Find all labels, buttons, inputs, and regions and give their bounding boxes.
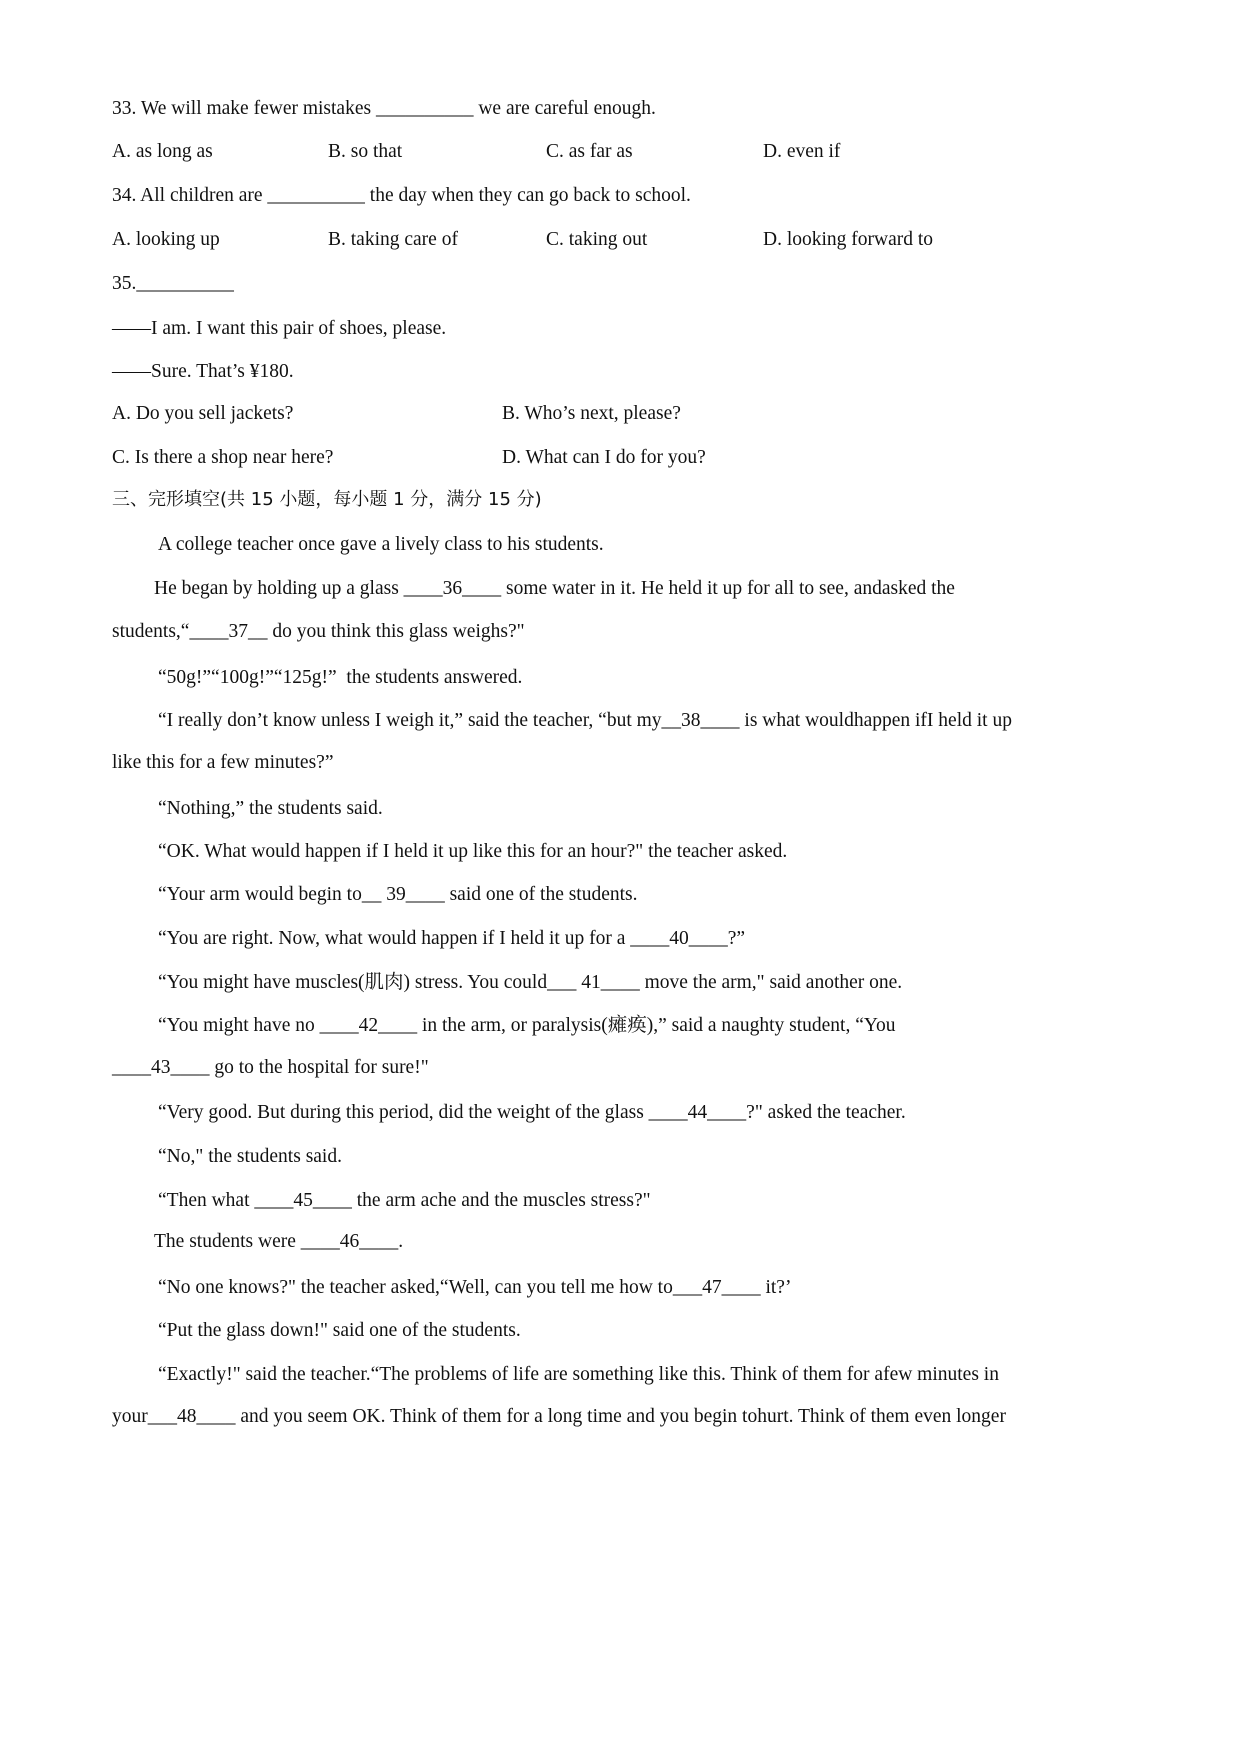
passage-line: “You might have no ____42____ in the arm, or paralysis(瘫痪),” said a naughty student, “You xyxy=(158,1015,896,1036)
passage-line: “Nothing,” the students said. xyxy=(158,798,383,819)
passage-line: like this for a few minutes?” xyxy=(112,752,334,773)
question-33-option-a: A. as long as xyxy=(112,141,213,162)
passage-line: “Then what ____45____ the arm ache and the muscles stress?" xyxy=(158,1190,651,1211)
question-35-option-a: A. Do you sell jackets? xyxy=(112,403,294,424)
passage-line: A college teacher once gave a lively class to his students. xyxy=(158,534,604,555)
question-33-option-c: C. as far as xyxy=(546,141,633,162)
question-34-option-a: A. looking up xyxy=(112,229,220,250)
question-34-option-d: D. looking forward to xyxy=(763,229,934,250)
passage-line: “OK. What would happen if I held it up like this for an hour?" the teacher asked. xyxy=(158,841,788,862)
question-35-stem: 35.__________ xyxy=(112,273,234,294)
passage-line: “You are right. Now, what would happen if I held it up for a ____40____?” xyxy=(158,928,746,949)
question-35-option-c: C. Is there a shop near here? xyxy=(112,447,334,468)
question-35-option-d: D. What can I do for you? xyxy=(502,447,706,468)
passage-line: “Exactly!" said the teacher.“The problems of life are something like this. Think of them for afew minutes in xyxy=(158,1364,999,1385)
question-33-stem: 33. We will make fewer mistakes __________ we are careful enough. xyxy=(112,98,656,119)
question-35-option-b: B. Who’s next, please? xyxy=(502,403,681,424)
passage-line: your___48____ and you seem OK. Think of them for a long time and you begin tohurt. Think of them even longer xyxy=(112,1406,1006,1427)
question-35-dialogue-line: ——Sure. That’s ¥180. xyxy=(112,361,294,382)
question-35-dialogue-line: ——I am. I want this pair of shoes, please. xyxy=(112,318,447,339)
passage-line: students,“____37__ do you think this glass weighs?" xyxy=(112,621,525,642)
passage-line: “50g!”“100g!”“125g!” the students answered. xyxy=(158,667,523,688)
passage-line: “Very good. But during this period, did the weight of the glass ____44____?" asked the teacher. xyxy=(158,1102,906,1123)
question-34-option-b: B. taking care of xyxy=(328,229,458,250)
passage-line: “I really don’t know unless I weigh it,” said the teacher, “but my__38____ is what wouldhappen ifI held it up xyxy=(158,710,1012,731)
section-heading: 三、完形填空(共 15 小题，每小题 1 分，满分 15 分) xyxy=(112,489,542,510)
question-33-option-d: D. even if xyxy=(763,141,841,162)
question-34-stem: 34. All children are __________ the day when they can go back to school. xyxy=(112,185,691,206)
question-34-option-c: C. taking out xyxy=(546,229,648,250)
passage-line: “Your arm would begin to__ 39____ said one of the students. xyxy=(158,884,638,905)
passage-line: “No," the students said. xyxy=(158,1146,342,1167)
passage-line: ____43____ go to the hospital for sure!" xyxy=(112,1057,429,1078)
passage-line: He began by holding up a glass ____36____ some water in it. He held it up for all to see, andasked the xyxy=(154,578,955,599)
passage-line: “Put the glass down!" said one of the students. xyxy=(158,1320,521,1341)
question-33-option-b: B. so that xyxy=(328,141,403,162)
passage-line: “You might have muscles(肌肉) stress. You could___ 41____ move the arm," said another one. xyxy=(158,972,903,993)
passage-line: “No one knows?" the teacher asked,“Well, can you tell me how to___47____ it?’ xyxy=(158,1277,792,1298)
passage-line: The students were ____46____. xyxy=(154,1231,404,1252)
